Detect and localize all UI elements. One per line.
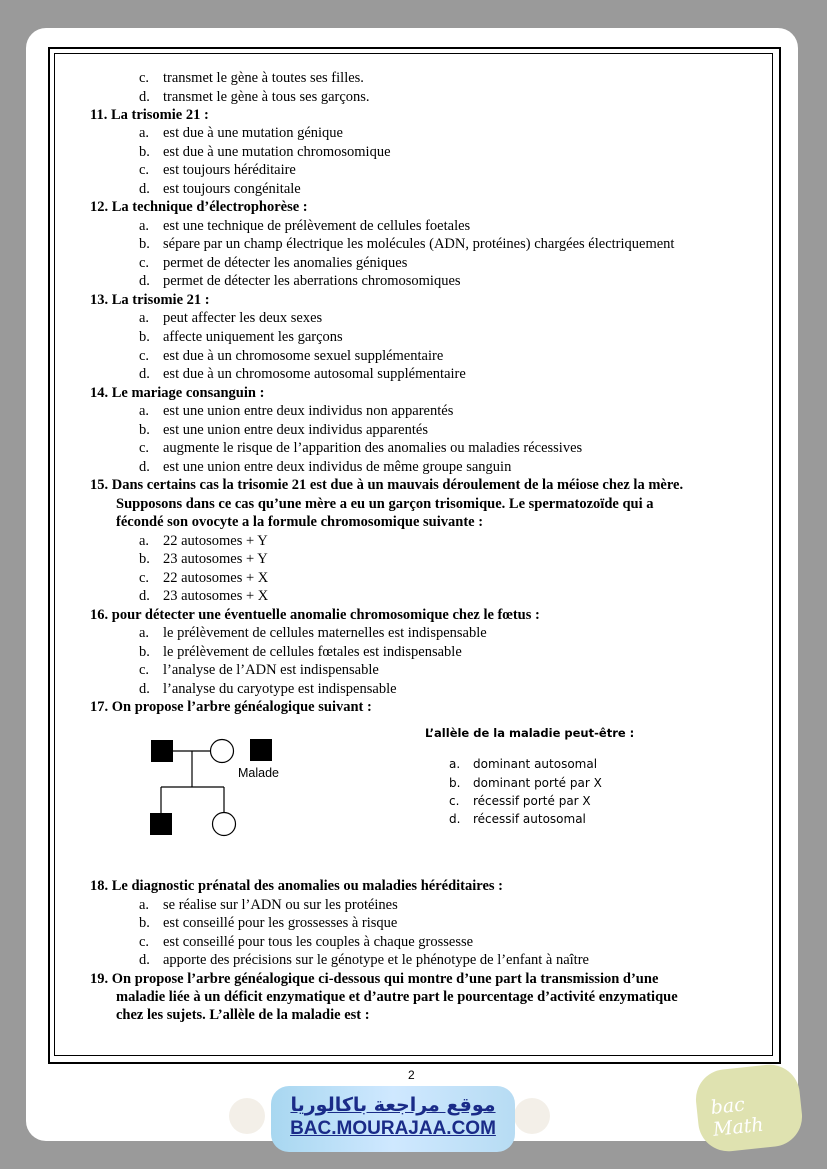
page-number: 2 (408, 1068, 415, 1082)
option-q11-c: c. est toujours héréditaire (139, 162, 296, 178)
bac-math-logo-text: bac Math (709, 1093, 765, 1141)
question-11-label: 11. La trisomie 21 : (90, 107, 209, 123)
option-q14-a: a. est une union entre deux individus non apparentés (139, 403, 454, 419)
site-banner-url[interactable]: BAC.MOURAJAA.COM (290, 1118, 496, 1139)
option-q16-b: b. le prélèvement de cellules fœtales est indispensable (139, 644, 462, 660)
pedigree-legend-affected-symbol (250, 739, 272, 761)
option-q18-c: c. est conseillé pour tous les couples à chaque grossesse (139, 934, 474, 950)
pedigree-mother (211, 740, 234, 763)
site-logo-right-icon (514, 1098, 550, 1134)
option-q15-d: d. 23 autosomes + X (139, 588, 269, 604)
question-12-label: 12. La technique d’électrophorèse : (90, 199, 308, 215)
option-q16-a: a. le prélèvement de cellules maternelles est indispensable (139, 625, 487, 641)
question-19-line-1: 19. On propose l’arbre généalogique ci-dessous qui montre d’une part la transmission d’une (90, 971, 659, 987)
option-q13-b: b. affecte uniquement les garçons (139, 329, 343, 345)
option-q11-a: a. est due à une mutation génique (139, 125, 343, 141)
pedigree-legend-label: Malade (238, 766, 279, 780)
option-q12-b: b. sépare par un champ électrique les molécules (ADN, protéines) chargées électriquement (139, 236, 675, 252)
option-q17-b: b. dominant porté par X (449, 776, 602, 790)
pedigree-son-affected (150, 813, 172, 835)
question-19-line-2: maladie liée à un déficit enzymatique et d’autre part le pourcentage d’activité enzymatique (116, 989, 678, 1005)
option-q10-d: d. transmet le gène à tous ses garçons. (139, 89, 370, 105)
site-banner[interactable] (271, 1086, 515, 1152)
pedigree-father-affected (151, 740, 173, 762)
option-q13-c: c. est due à un chromosome sexuel supplémentaire (139, 348, 444, 364)
question-14-label: 14. Le mariage consanguin : (90, 385, 265, 401)
option-q15-c: c. 22 autosomes + X (139, 570, 269, 586)
option-q11-b: b. est due à une mutation chromosomique (139, 144, 391, 160)
option-q16-c: c. l’analyse de l’ADN est indispensable (139, 662, 379, 678)
option-q15-b: b. 23 autosomes + Y (139, 551, 268, 567)
option-q18-a: a. se réalise sur l’ADN ou sur les protéines (139, 897, 398, 913)
option-q13-d: d. est due à un chromosome autosomal supplémentaire (139, 366, 466, 382)
option-q14-b: b. est une union entre deux individus apparentés (139, 422, 428, 438)
option-q17-c: c. récessif porté par X (449, 794, 591, 808)
option-q18-b: b. est conseillé pour les grossesses à risque (139, 915, 398, 931)
site-logo-left-icon (229, 1098, 265, 1134)
option-q11-d: d. est toujours congénitale (139, 181, 301, 197)
option-q15-a: a. 22 autosomes + Y (139, 533, 268, 549)
site-banner-arabic[interactable]: موقع مراجعة باكالوريا (290, 1094, 496, 1116)
question-15-line-3: fécondé son ovocyte a la formule chromosomique suivante : (116, 514, 484, 530)
bac-math-logo (693, 1062, 805, 1154)
option-q12-d: d. permet de détecter les aberrations chromosomiques (139, 273, 461, 289)
q17-side-title: L’allèle de la maladie peut-être : (425, 726, 635, 740)
pedigree-daughter (213, 813, 236, 836)
option-q16-d: d. l’analyse du caryotype est indispensable (139, 681, 397, 697)
option-q17-d: d. récessif autosomal (449, 812, 586, 826)
option-q13-a: a. peut affecter les deux sexes (139, 310, 323, 326)
question-17-label: 17. On propose l’arbre généalogique suivant : (90, 699, 372, 715)
question-16-label: 16. pour détecter une éventuelle anomalie chromosomique chez le fœtus : (90, 607, 540, 623)
option-q18-d: d. apporte des précisions sur le génotype et le phénotype de l’enfant à naître (139, 952, 589, 968)
option-q14-d: d. est une union entre deux individus de même groupe sanguin (139, 459, 512, 475)
option-q17-a: a. dominant autosomal (449, 757, 598, 771)
option-q12-a: a. est une technique de prélèvement de cellules foetales (139, 218, 471, 234)
question-15-line-1: 15. Dans certains cas la trisomie 21 est due à un mauvais déroulement de la méiose chez la mère. (90, 477, 684, 493)
question-13-label: 13. La trisomie 21 : (90, 292, 210, 308)
question-15-line-2: Supposons dans ce cas qu’une mère a eu un garçon trisomique. Le spermatozoïde qui a (116, 496, 654, 512)
option-q14-c: c. augmente le risque de l’apparition des anomalies ou maladies récessives (139, 440, 583, 456)
question-18-label: 18. Le diagnostic prénatal des anomalies ou maladies héréditaires : (90, 878, 503, 894)
question-19-line-3: chez les sujets. L’allèle de la maladie est : (116, 1007, 370, 1023)
pedigree-diagram (145, 730, 305, 840)
option-q10-c: c. transmet le gène à toutes ses filles. (139, 70, 364, 86)
option-q12-c: c. permet de détecter les anomalies géniques (139, 255, 408, 271)
